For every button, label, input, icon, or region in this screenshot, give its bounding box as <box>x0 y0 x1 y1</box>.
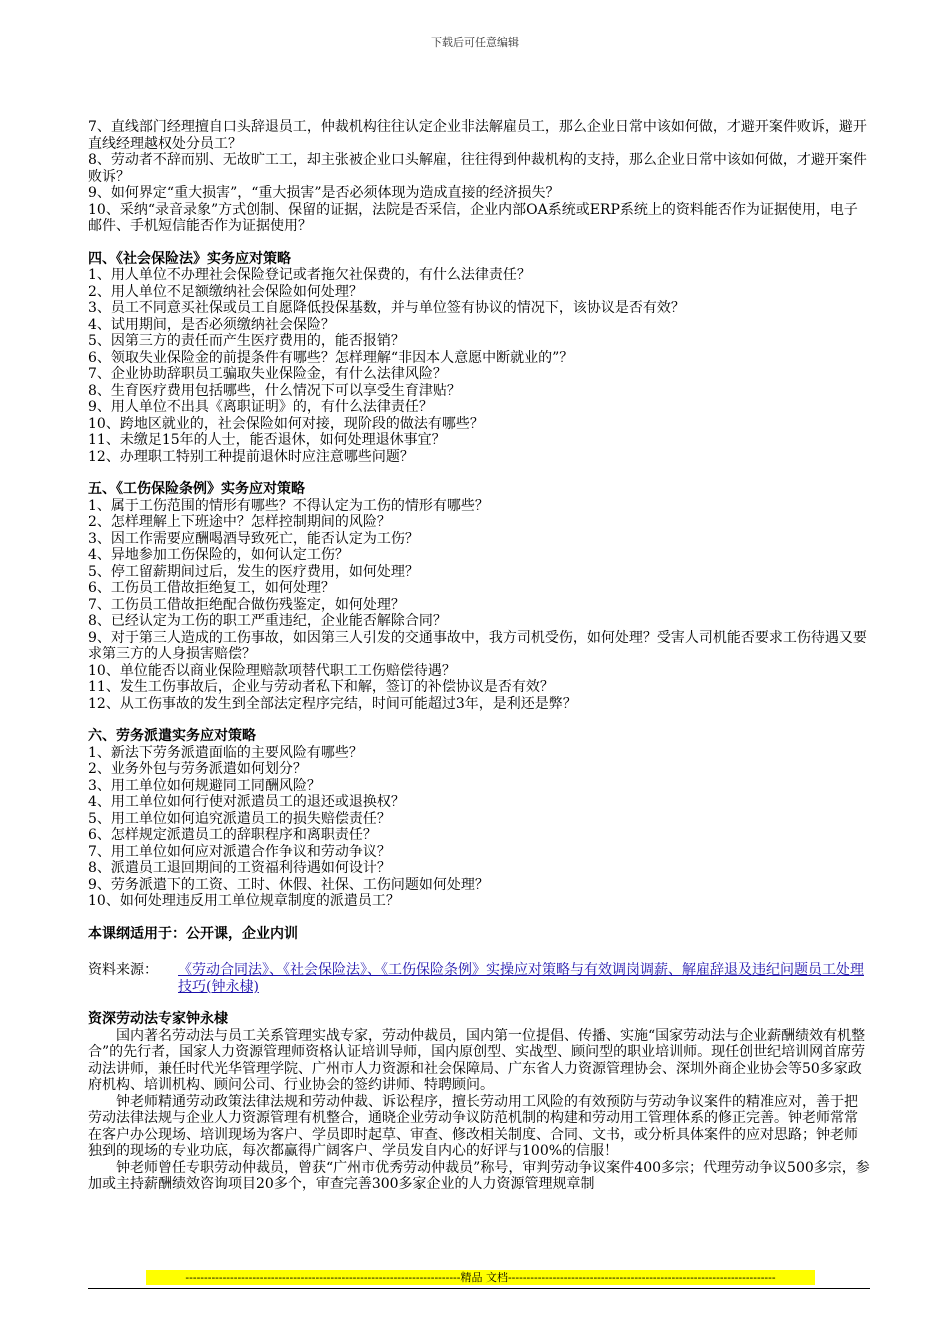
source-row <box>88 962 870 995</box>
footer-banner: --------------------------------------------------------------------------精品 文档------------------------------------------------------------------------ <box>146 1270 815 1285</box>
list-item: 6、怎样规定派遣员工的辞职程序和离职责任？ <box>88 827 377 843</box>
list-item: 5、用工单位如何追究派遣员工的损失赔偿责任？ <box>88 810 391 827</box>
expert-paragraph: 钟老师精通劳动政策法律法规和劳动仲裁、诉讼程序，擅长劳动用工风险的有效预防与劳动争议案件的精准应对，善于把劳动法律法规与企业人力资源管理有机整合，通晓企业劳动争议防范机制的构建和劳动用工管理体系的修正完善。钟老师常常在客户办公现场、培训现场为客户、学员即时起草、审查、修改相关制度、合同、文书，或分析具体案件的应对思路；钟老师独到的现场的专业功底，每次都赢得广阔客户、学员发自内心的好评与100%的信服！ <box>88 1093 858 1159</box>
page-header: 下载后可任意编辑 <box>431 36 519 49</box>
list-item: 10、采纳“录音录象”方式创制、保留的证据，法院是否采信，企业内部OA系统或ERP系统上的资料能否作为证据使用，电子邮件、手机短信能否作为证据使用？ <box>88 201 858 234</box>
list-item: 4、试用期间，是否必须缴纳社会保险？ <box>88 316 335 333</box>
list-item: 7、企业协助辞职员工骗取失业保险金，有什么法律风险？ <box>88 366 447 382</box>
list-item: 7、用工单位如何应对派遣合作争议和劳动争议？ <box>88 843 391 860</box>
list-item: 10、如何处理违反用工单位规章制度的派遣员工？ <box>88 893 400 909</box>
list-item: 4、用工单位如何行使对派遣员工的退还或退换权？ <box>88 794 405 810</box>
list-item: 8、劳动者不辞而别、无故旷工工，却主张被企业口头解雇，往往得到仲裁机构的支持，那么企业日常中该如何做，才避开案件败诉？ <box>88 152 867 185</box>
list-item: 7、直线部门经理擅自口头辞退员工，仲裁机构往往认定企业非法解雇员工，那么企业日常中该如何做，才避开案件败诉，避开直线经理越权处分员工？ <box>88 119 867 152</box>
section5 <box>88 481 870 712</box>
expert-title: 资深劳动法专家钟永棣 <box>88 1011 228 1027</box>
list-item: 11、未缴足15年的人士，能否退休，如何处理退休事宜？ <box>88 432 446 448</box>
list-item: 9、如何界定“重大损害”，“重大损害”是否必须体现为造成直接的经济损失？ <box>88 185 560 201</box>
list-item: 3、用工单位如何规避同工同酬风险？ <box>88 777 321 794</box>
list-item: 1、属于工伤范围的情形有哪些？不得认定为工伤的情形有哪些？ <box>88 497 489 514</box>
list-item: 6、领取失业保险金的前提条件有哪些？怎样理解“非因本人意愿中断就业的”？ <box>88 349 574 366</box>
list-item: 5、停工留薪期间过后，发生的医疗费用，如何处理？ <box>88 563 419 580</box>
list-item: 12、办理职工特别工种提前退休时应注意哪些问题？ <box>88 448 414 465</box>
source-link[interactable]: 《劳动合同法》、《社会保险法》、《工伤保险条例》实操应对策略与有效调岗调薪、解雇辞退及违纪问题员工处理技巧(钟永棣) <box>178 962 864 995</box>
list-item: 12、从工伤事故的发生到全部法定程序完结，时间可能超过3年，是利还是弊？ <box>88 695 577 712</box>
list-item: 9、用人单位不出具《离职证明》的，有什么法律责任？ <box>88 399 433 415</box>
list-item: 9、劳务派遣下的工资、工时、休假、社保、工伤问题如何处理？ <box>88 876 489 893</box>
footer-rule <box>88 1288 870 1289</box>
section-heading: 五、《工伤保险条例》实务应对策略 <box>88 481 305 497</box>
list-item: 10、单位能否以商业保险理赔款项替代职工工伤赔偿待遇？ <box>88 662 456 679</box>
list-item: 2、怎样理解上下班途中？怎样控制期间的风险？ <box>88 514 391 530</box>
list-item: 8、生育医疗费用包括哪些，什么情况下可以享受生育津贴？ <box>88 382 461 399</box>
list-item: 9、对于第三人造成的工伤事故，如因第三人引发的交通事故中，我方司机受伤，如何处理？受害人司机能否要求工伤待遇又要求第三方的人身损害赔偿？ <box>88 629 867 662</box>
list-item: 11、发生工伤事故后，企业与劳动者私下和解，签订的补偿协议是否有效？ <box>88 679 554 695</box>
list-item: 6、工伤员工借故拒绝复工，如何处理？ <box>88 580 335 596</box>
section3-list <box>88 119 870 235</box>
list-item: 8、已经认定为工伤的职工严重违纪，企业能否解除合同？ <box>88 613 447 629</box>
list-item: 1、新法下劳务派遣面临的主要风险有哪些？ <box>88 744 363 761</box>
applicable-audience: 本课纲适用于：公开课，企业内训 <box>88 925 298 942</box>
section-heading: 四、《社会保险法》实务应对策略 <box>88 250 291 267</box>
list-item: 2、业务外包与劳务派遣如何划分？ <box>88 761 307 777</box>
list-item: 1、用人单位不办理社会保险登记或者拖欠社保费的，有什么法律责任？ <box>88 267 531 283</box>
expert-section <box>88 1011 870 1193</box>
document-body <box>88 119 870 1193</box>
source-label: 资料来源： <box>88 962 158 978</box>
page-footer <box>88 1270 870 1289</box>
list-item: 8、派遣员工退回期间的工资福利待遇如何设计？ <box>88 860 391 876</box>
section-heading: 六、劳务派遣实务应对策略 <box>88 728 256 744</box>
list-item: 2、用人单位不足额缴纳社会保险如何处理？ <box>88 283 363 300</box>
list-item: 4、异地参加工伤保险的，如何认定工伤？ <box>88 547 349 563</box>
expert-paragraph: 钟老师曾任专职劳动仲裁员，曾获“广州市优秀劳动仲裁员”称号，审判劳动争议案件400多宗；代理劳动争议500多宗，参加或主持薪酬绩效咨询项目20多个，审查完善300多家企业的人力资源管理规章制 <box>88 1159 870 1192</box>
expert-paragraph: 国内著名劳动法与员工关系管理实战专家，劳动仲裁员，国内第一位提倡、传播、实施“国家劳动法与企业薪酬绩效有机整合”的先行者，国家人力资源管理师资格认证培训导师，国内原创型、实战型、顾问型的职业培训师。现任创世纪培训网首席劳动法讲师，兼任时代光华管理学院、广州市人力资源和社会保障局、广东省人力资源管理协会、深圳外商企业协会等50多家政府机构、培训机构、顾问公司、行业协会的签约讲师、特聘顾问。 <box>88 1027 866 1093</box>
list-item: 5、因第三方的责任而产生医疗费用的，能否报销？ <box>88 333 405 349</box>
list-item: 10、跨地区就业的，社会保险如何对接，现阶段的做法有哪些？ <box>88 415 484 432</box>
section4 <box>88 251 870 466</box>
list-item: 7、工伤员工借故拒绝配合做伤残鉴定，如何处理？ <box>88 596 405 613</box>
list-item: 3、员工不同意买社保或员工自愿降低投保基数，并与单位签有协议的情况下，该协议是否有效？ <box>88 300 685 316</box>
list-item: 3、因工作需要应酬喝酒导致死亡，能否认定为工伤？ <box>88 530 419 547</box>
section6 <box>88 728 870 910</box>
